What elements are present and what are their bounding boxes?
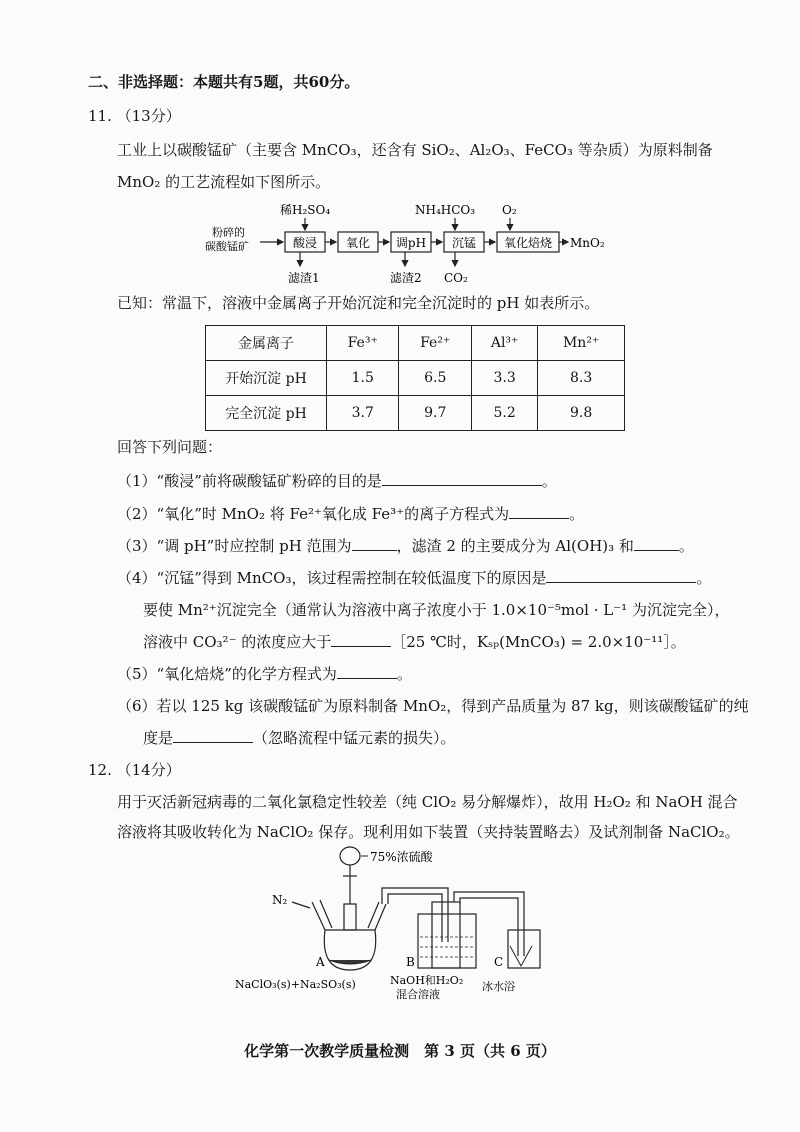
n2-label: N₂ bbox=[272, 893, 288, 907]
absorption-tube bbox=[432, 902, 460, 968]
q11-sub5 bbox=[117, 664, 412, 684]
q11-sub6-line1: （6）若以 125 kg 该碳酸锰矿为原料制备 MnO₂，得到产品质量为 87 kg，则该碳酸锰矿的纯 bbox=[117, 697, 749, 715]
period: 。 bbox=[569, 505, 585, 523]
table-cell: 完全沉淀 pH bbox=[206, 396, 327, 431]
period: 。 bbox=[696, 569, 712, 587]
flow-step-3-label: 调pH bbox=[395, 236, 427, 250]
q11-sub1-text: （1）“酸浸”前将碳酸锰矿粉碎的目的是 bbox=[117, 472, 382, 490]
q11-sub2-text: （2）“氧化”时 MnO₂ 将 Fe²⁺氧化成 Fe³⁺的离子方程式为 bbox=[117, 505, 510, 523]
flow-reagent-nh4hco3: NH₄HCO₃ bbox=[415, 203, 476, 217]
answer-blank[interactable] bbox=[331, 632, 391, 647]
flow-product-label: MnO₂ bbox=[570, 236, 605, 250]
q11-sub3 bbox=[117, 536, 694, 556]
q11-number: 11. bbox=[88, 107, 112, 125]
q11-sub4-line2: 要使 Mn²⁺沉淀完全（通常认为溶液中离子浓度小于 1.0×10⁻⁵mol · L⁻¹ 为沉淀完全）， bbox=[143, 601, 730, 619]
q11-sub6-text-b1: 度是 bbox=[143, 729, 174, 747]
label-a: A bbox=[316, 955, 325, 969]
q11-sub4-text-c1: 溶液中 CO₃²⁻ 的浓度应大于 bbox=[143, 633, 332, 651]
q11-intro-line2: MnO₂ 的工艺流程如下图所示。 bbox=[117, 173, 331, 191]
reactants-label: NaClO₃(s)+Na₂SO₃(s) bbox=[235, 978, 356, 991]
label-c: C bbox=[494, 955, 504, 969]
table-cell: 1.5 bbox=[327, 361, 399, 396]
period: 。 bbox=[678, 537, 694, 555]
flow-input-line1: 粉碎的 bbox=[212, 226, 245, 239]
q12-intro-line1: 用于灭活新冠病毒的二氧化氯稳定性较差（纯 ClO₂ 易分解爆炸），故用 H₂O₂ 和 NaOH 混合 bbox=[117, 793, 738, 811]
q11-sub1 bbox=[117, 471, 557, 491]
process-flow-diagram bbox=[200, 198, 620, 288]
q11-sub4-text-c2: ［25 ℃时，Kₛₚ(MnCO₃) = 2.0×10⁻¹¹］。 bbox=[391, 633, 686, 651]
answer-blank[interactable] bbox=[382, 471, 542, 486]
label-b: B bbox=[406, 955, 415, 969]
q11-sub4-text-a: （4）“沉锰”得到 MnCO₃，该过程需控制在较低温度下的原因是 bbox=[117, 569, 547, 587]
table-header-cell: 金属离子 bbox=[206, 326, 327, 361]
flow-reagent-acid: 稀H₂SO₄ bbox=[280, 203, 331, 217]
q11-sub4 bbox=[117, 568, 711, 588]
flow-step-4-label: 沉锰 bbox=[451, 236, 477, 250]
ice-bath-label: 冰水浴 bbox=[482, 980, 515, 993]
table-cell: 3.3 bbox=[471, 361, 537, 396]
q11-sub5-text: （5）“氧化焙烧”的化学方程式为 bbox=[117, 665, 337, 683]
flow-input-line2: 碳酸锰矿 bbox=[205, 240, 249, 253]
dropping-funnel bbox=[340, 847, 360, 865]
acid-label: 75%浓硫酸 bbox=[370, 850, 433, 864]
answer-blank[interactable] bbox=[173, 728, 253, 743]
flow-step-1-label: 酸浸 bbox=[292, 236, 318, 250]
flow-step-5-label: 氧化焙烧 bbox=[503, 236, 553, 250]
q11-intro-line1: 工业上以碳酸锰矿（主要含 MnCO₃，还含有 SiO₂、Al₂O₃、FeCO₃ 等杂质）为原料制备 bbox=[117, 141, 713, 159]
table-header-cell: Mn²⁺ bbox=[538, 326, 625, 361]
q11-sub6-line2 bbox=[143, 728, 456, 748]
table-cell: 9.8 bbox=[538, 396, 625, 431]
q11-sub4-line3 bbox=[143, 632, 686, 652]
ph-table bbox=[205, 325, 625, 431]
q12-intro-line2: 溶液将其吸收转化为 NaClO₂ 保存。现利用如下装置（夹持装置略去）及试剂制备 NaClO₂。 bbox=[117, 823, 740, 841]
table-cell: 8.3 bbox=[538, 361, 625, 396]
table-cell: 开始沉淀 pH bbox=[206, 361, 327, 396]
flow-reagent-o2: O₂ bbox=[502, 203, 517, 217]
q12-score: （14分） bbox=[116, 761, 181, 779]
q11-sub2 bbox=[117, 504, 584, 524]
period: 。 bbox=[396, 665, 412, 683]
table-header-cell: Fe²⁺ bbox=[399, 326, 471, 361]
flow-residue2: 滤渣2 bbox=[390, 271, 422, 285]
table-header-cell: Fe³⁺ bbox=[327, 326, 399, 361]
q12-header bbox=[88, 760, 181, 780]
table-cell: 6.5 bbox=[399, 361, 471, 396]
answer-blank[interactable] bbox=[634, 536, 679, 551]
q11-sub6-text-b2: （忽略流程中锰元素的损失）。 bbox=[253, 729, 456, 747]
table-cell: 9.7 bbox=[399, 396, 471, 431]
q11-known-text: 已知：常温下，溶液中金属离子开始沉淀和完全沉淀时的 pH 如表所示。 bbox=[117, 294, 600, 312]
table-row bbox=[206, 361, 625, 396]
solution-label-line1: NaOH和H₂O₂ bbox=[390, 974, 464, 987]
answer-blank[interactable] bbox=[337, 664, 397, 679]
q11-sub3-text-a: （3）“调 pH”时应控制 pH 范围为 bbox=[117, 537, 352, 555]
q11-sub3-text-b: ，滤渣 2 的主要成分为 Al(OH)₃ 和 bbox=[396, 537, 634, 555]
table-header-cell: Al³⁺ bbox=[471, 326, 537, 361]
period: 。 bbox=[541, 472, 557, 490]
table-cell: 3.7 bbox=[327, 396, 399, 431]
answer-blank[interactable] bbox=[546, 568, 696, 583]
q11-score: （13分） bbox=[116, 107, 181, 125]
ice-bath-beaker bbox=[418, 914, 476, 968]
q12-number: 12. bbox=[88, 761, 112, 779]
table-row bbox=[206, 396, 625, 431]
table-cell: 5.2 bbox=[471, 396, 537, 431]
answer-prompt: 回答下列问题： bbox=[117, 438, 223, 456]
section-heading: 二、非选择题：本题共有5题，共60分。 bbox=[88, 73, 360, 91]
answer-blank[interactable] bbox=[352, 536, 397, 551]
flow-residue1: 滤渣1 bbox=[288, 271, 320, 285]
page-footer: 化学第一次教学质量检测 第 3 页（共 6 页） bbox=[244, 1042, 556, 1060]
q11-header bbox=[88, 106, 181, 126]
apparatus-diagram bbox=[230, 842, 600, 1002]
flow-step-2-label: 氧化 bbox=[345, 236, 371, 250]
answer-blank[interactable] bbox=[509, 504, 569, 519]
table-row bbox=[206, 326, 625, 361]
solution-label-line2: 混合溶液 bbox=[396, 988, 440, 1001]
flow-gas-co2: CO₂ bbox=[444, 271, 468, 285]
